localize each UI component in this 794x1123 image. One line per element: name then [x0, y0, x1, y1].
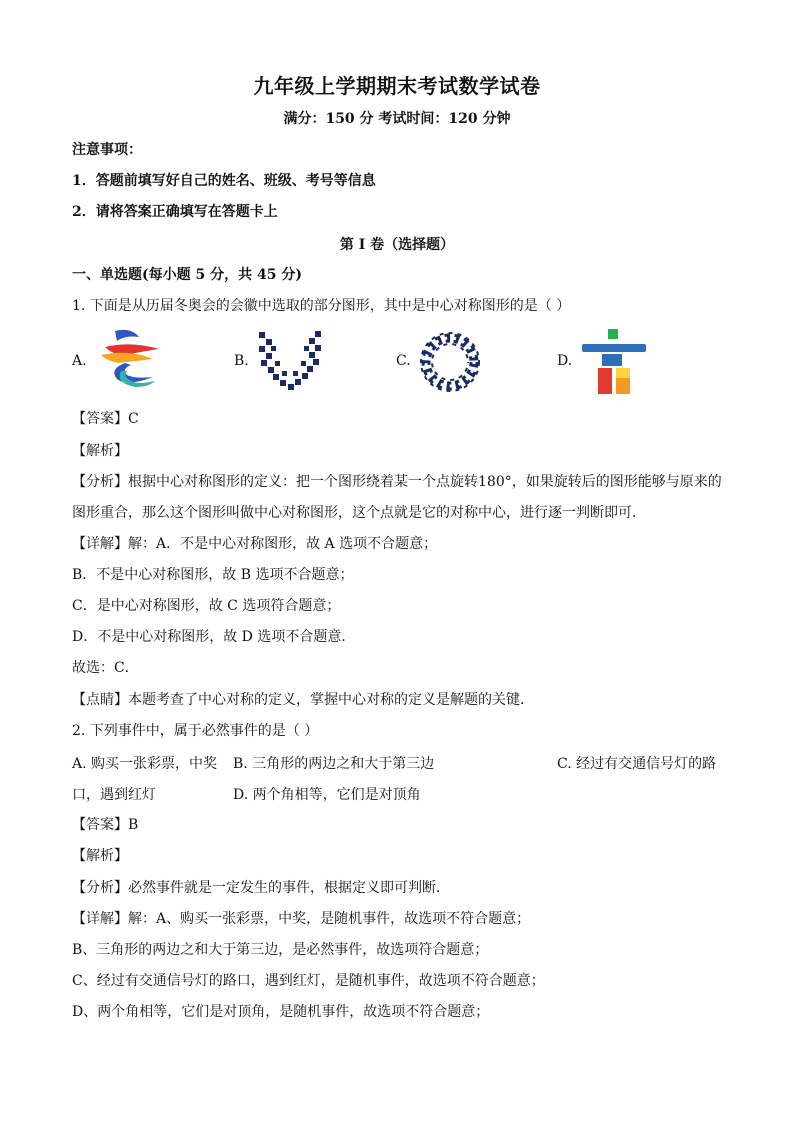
notice-item: 2．请将答案正确填写在答题卡上 [72, 204, 278, 220]
q1-analysis-line: 图形重合，那么这个图形叫做中心对称图形，这个点就是它的对称中心，进行逐一判断即可． [72, 505, 646, 521]
exam-meta: 满分：150 分 考试时间：120 分钟 [283, 111, 511, 127]
option-b-label: B. [234, 353, 249, 369]
q1-detail-line: C．是中心对称图形，故 C 选项符合题意； [72, 598, 341, 614]
q1-detail-line: B．不是中心对称图形，故 B 选项不合题意； [72, 567, 354, 583]
question-2-stem: 2. 下列事件中，属于必然事件的是（ ） [72, 723, 319, 739]
q1-answer: 【答案】C [72, 411, 139, 427]
option-d-label: D. [557, 353, 573, 369]
q2-detail-line: B、三角形的两边之和大于第三边，是必然事件，故选项符合题意； [72, 942, 489, 958]
q2-detail-line: 【详解】解：A、购买一张彩票，中奖，是随机事件，故选项不符合题意； [72, 911, 531, 927]
q1-detail-line: D．不是中心对称图形，故 D 选项不合题意． [72, 629, 356, 645]
q2-detail-line: D、两个角相等，它们是对顶角，是随机事件，故选项不符合题意； [72, 1004, 490, 1020]
q1-detail-line: 【详解】解：A．不是中心对称图形，故 A 选项不合题意； [72, 536, 438, 552]
q2-analysis-heading: 【解析】 [72, 848, 128, 864]
q1-comment-line: 【点睛】本题考查了中心对称的定义，掌握中心对称的定义是解题的关键． [72, 692, 534, 708]
q2-detail-line: C、经过有交通信号灯的路口，遇到红灯，是随机事件，故选项不符合题意； [72, 973, 545, 989]
checkered-ring-emblem-icon [418, 330, 482, 398]
option-a-label: A. [72, 353, 87, 369]
tokyo-2020-emblem-icon [255, 328, 325, 398]
q2-option-b: B. 三角形的两边之和大于第三边 [233, 756, 435, 772]
notice-item: 1．答题前填写好自己的姓名、班级、考号等信息 [72, 173, 376, 189]
q1-analysis-line: 【分析】根据中心对称图形的定义：把一个图形绕着某一个点旋转180°，如果旋转后的图形能够与原来的 [72, 474, 722, 490]
section-title: 一、单选题(每小题 5 分，共 45 分) [72, 267, 302, 283]
q2-answer: 【答案】B [72, 817, 139, 833]
part-title: 第 I 卷（选择题） [339, 237, 455, 253]
question-1-stem: 1. 下面是从历届冬奥会的会徽中选取的部分图形，其中是中心对称图形的是（ ） [72, 298, 571, 314]
q2-option-c: C. 经过有交通信号灯的路 [557, 756, 717, 772]
notice-heading: 注意事项： [72, 142, 142, 158]
option-c-label: C. [396, 353, 411, 369]
q1-choice-line: 故选：C． [72, 660, 139, 676]
q2-option-c-continued: 口，遇到红灯 [72, 787, 156, 803]
q2-analysis-line: 【分析】必然事件就是一定发生的事件，根据定义即可判断． [72, 880, 450, 896]
q1-analysis-heading: 【解析】 [72, 443, 128, 459]
inukshuk-emblem-icon [580, 326, 650, 402]
q2-option-d: D. 两个角相等，它们是对顶角 [233, 787, 421, 803]
q2-option-a: A. 购买一张彩票，中奖 [72, 756, 218, 772]
page-title: 九年级上学期期末考试数学试卷 [253, 74, 541, 98]
beijing-2022-emblem-icon [95, 325, 165, 399]
